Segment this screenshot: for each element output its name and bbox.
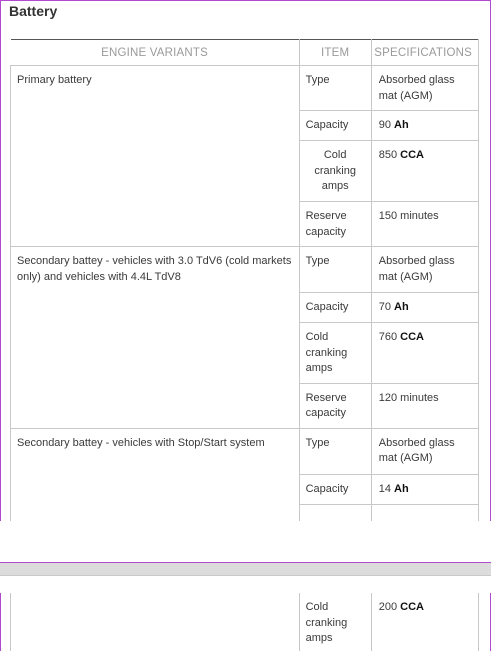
spec-cell: Absorbed glass mat (AGM) [371,247,478,293]
spec-cell-continued [371,504,478,521]
variant-cell: Secondary battey - vehicles with 3.0 TdV6 (cold markets only) and vehicles with 4.4L TdV8 [11,247,300,429]
page-2 [1,593,490,651]
spec-unit: CCA [400,601,425,613]
item-cell: Cold cranking amps [299,593,371,651]
spec-value: 200 [378,601,401,613]
spec-cell [371,593,478,651]
item-cell: Type [299,66,371,111]
page-separator [0,575,491,576]
spec-cell: 120 minutes [371,383,478,428]
item-cell: Capacity [299,474,371,504]
spec-value: 70 [378,301,395,313]
page-gap [0,521,491,593]
spec-cell [371,474,478,504]
variant-cell: Secondary battey - vehicles with Stop/Start system [11,428,300,521]
spec-unit: Ah [394,119,409,131]
item-cell: Reserve capacity [299,383,371,428]
variant-cell-continued [11,593,300,651]
variant-cell: Primary battery [11,66,300,247]
spec-cell [371,293,478,323]
spec-cell: Absorbed glass mat (AGM) [371,66,478,111]
spec-value: 90 [378,119,395,131]
table-row [11,593,479,651]
item-cell: Reserve capacity [299,202,371,247]
spec-unit: CCA [400,331,425,343]
item-cell: Capacity [299,293,371,323]
section-title: Battery [9,3,58,19]
spec-cell: Absorbed glass mat (AGM) [371,428,478,474]
item-cell-continued [299,504,371,521]
spec-value: 760 [378,331,401,343]
item-cell: Cold cranking amps [299,141,371,202]
header-specifications: SPECIFICATIONS [371,40,478,66]
battery-spec-table [10,39,479,521]
header-item: ITEM [299,40,371,66]
page-1 [1,1,490,521]
table-row [11,428,479,474]
page-break-band [0,563,491,575]
spec-cell [371,141,478,202]
battery-spec-table-continued [10,593,479,651]
spec-value: 850 [378,149,401,161]
spec-cell [371,323,478,384]
item-cell: Cold cranking amps [299,323,371,384]
spec-cell: 150 minutes [371,202,478,247]
header-engine-variants: ENGINE VARIANTS [11,40,300,66]
table-header-row [11,40,479,66]
table-row [11,247,479,293]
item-cell: Type [299,428,371,474]
spec-unit: CCA [400,149,425,161]
spec-unit: Ah [394,301,409,313]
item-cell: Capacity [299,111,371,141]
spec-value: 14 [378,482,395,495]
table-row [11,66,479,111]
spec-cell [371,111,478,141]
spec-unit: Ah [394,482,409,495]
item-cell: Type [299,247,371,293]
